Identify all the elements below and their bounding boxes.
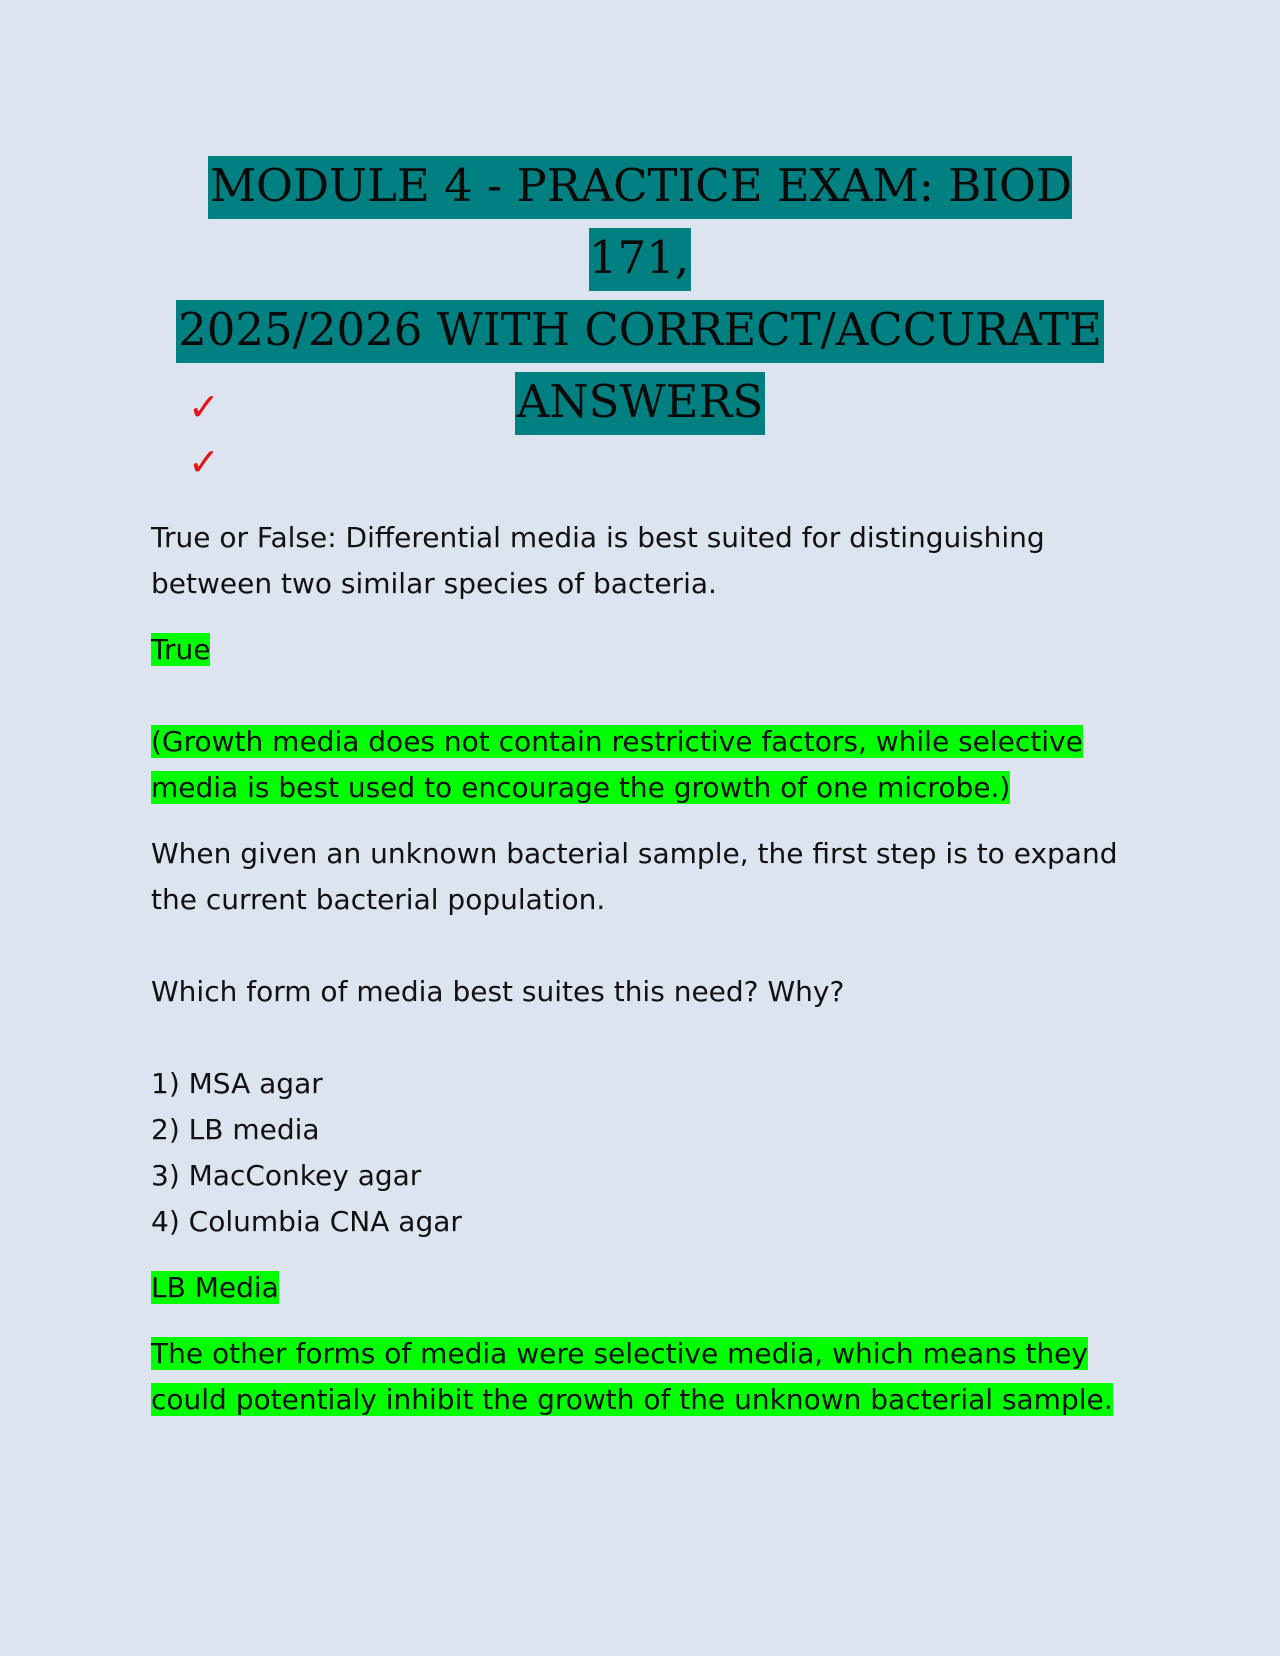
question-2-answer bbox=[151, 1265, 1131, 1311]
answer-highlight: True bbox=[151, 633, 211, 666]
option-item: 4) Columbia CNA agar bbox=[151, 1205, 462, 1238]
answer-highlight: LB Media bbox=[151, 1271, 279, 1304]
checkmark-icon: ✓ bbox=[188, 385, 220, 429]
question-1-answer bbox=[151, 627, 1131, 673]
document-title bbox=[150, 150, 1130, 438]
title-line-1: MODULE 4 - PRACTICE EXAM: BIOD 171, bbox=[208, 156, 1072, 291]
explanation-line: could potentialy inhibit the growth of the unknown bacterial sample. bbox=[151, 1383, 1113, 1416]
question-2-prompt: Which form of media best suites this need? Why? bbox=[151, 975, 845, 1008]
explanation-line: media is best used to encourage the growth of one microbe.) bbox=[151, 771, 1011, 804]
question-2-text: When given an unknown bacterial sample, the first step is to expand the current bacterial population. bbox=[151, 837, 1118, 916]
title-line-2: 2025/2026 WITH CORRECT/ACCURATE bbox=[176, 300, 1104, 363]
checkmark-icon: ✓ bbox=[188, 440, 220, 484]
document-body bbox=[151, 515, 1131, 1423]
option-item: 1) MSA agar bbox=[151, 1067, 323, 1100]
question-2-explanation bbox=[151, 1331, 1131, 1423]
option-item: 3) MacConkey agar bbox=[151, 1159, 422, 1192]
question-1-text: True or False: Differential media is best suited for distinguishing between two similar species of bacteria. bbox=[151, 521, 1045, 600]
option-item: 2) LB media bbox=[151, 1113, 320, 1146]
explanation-line: The other forms of media were selective media, which means they bbox=[151, 1337, 1088, 1370]
explanation-line: (Growth media does not contain restrictive factors, while selective bbox=[151, 725, 1083, 758]
question-1-explanation bbox=[151, 719, 1131, 811]
title-line-3: ANSWERS bbox=[515, 372, 766, 435]
question-2-options bbox=[151, 1061, 1131, 1245]
checkmark-list bbox=[188, 380, 220, 490]
